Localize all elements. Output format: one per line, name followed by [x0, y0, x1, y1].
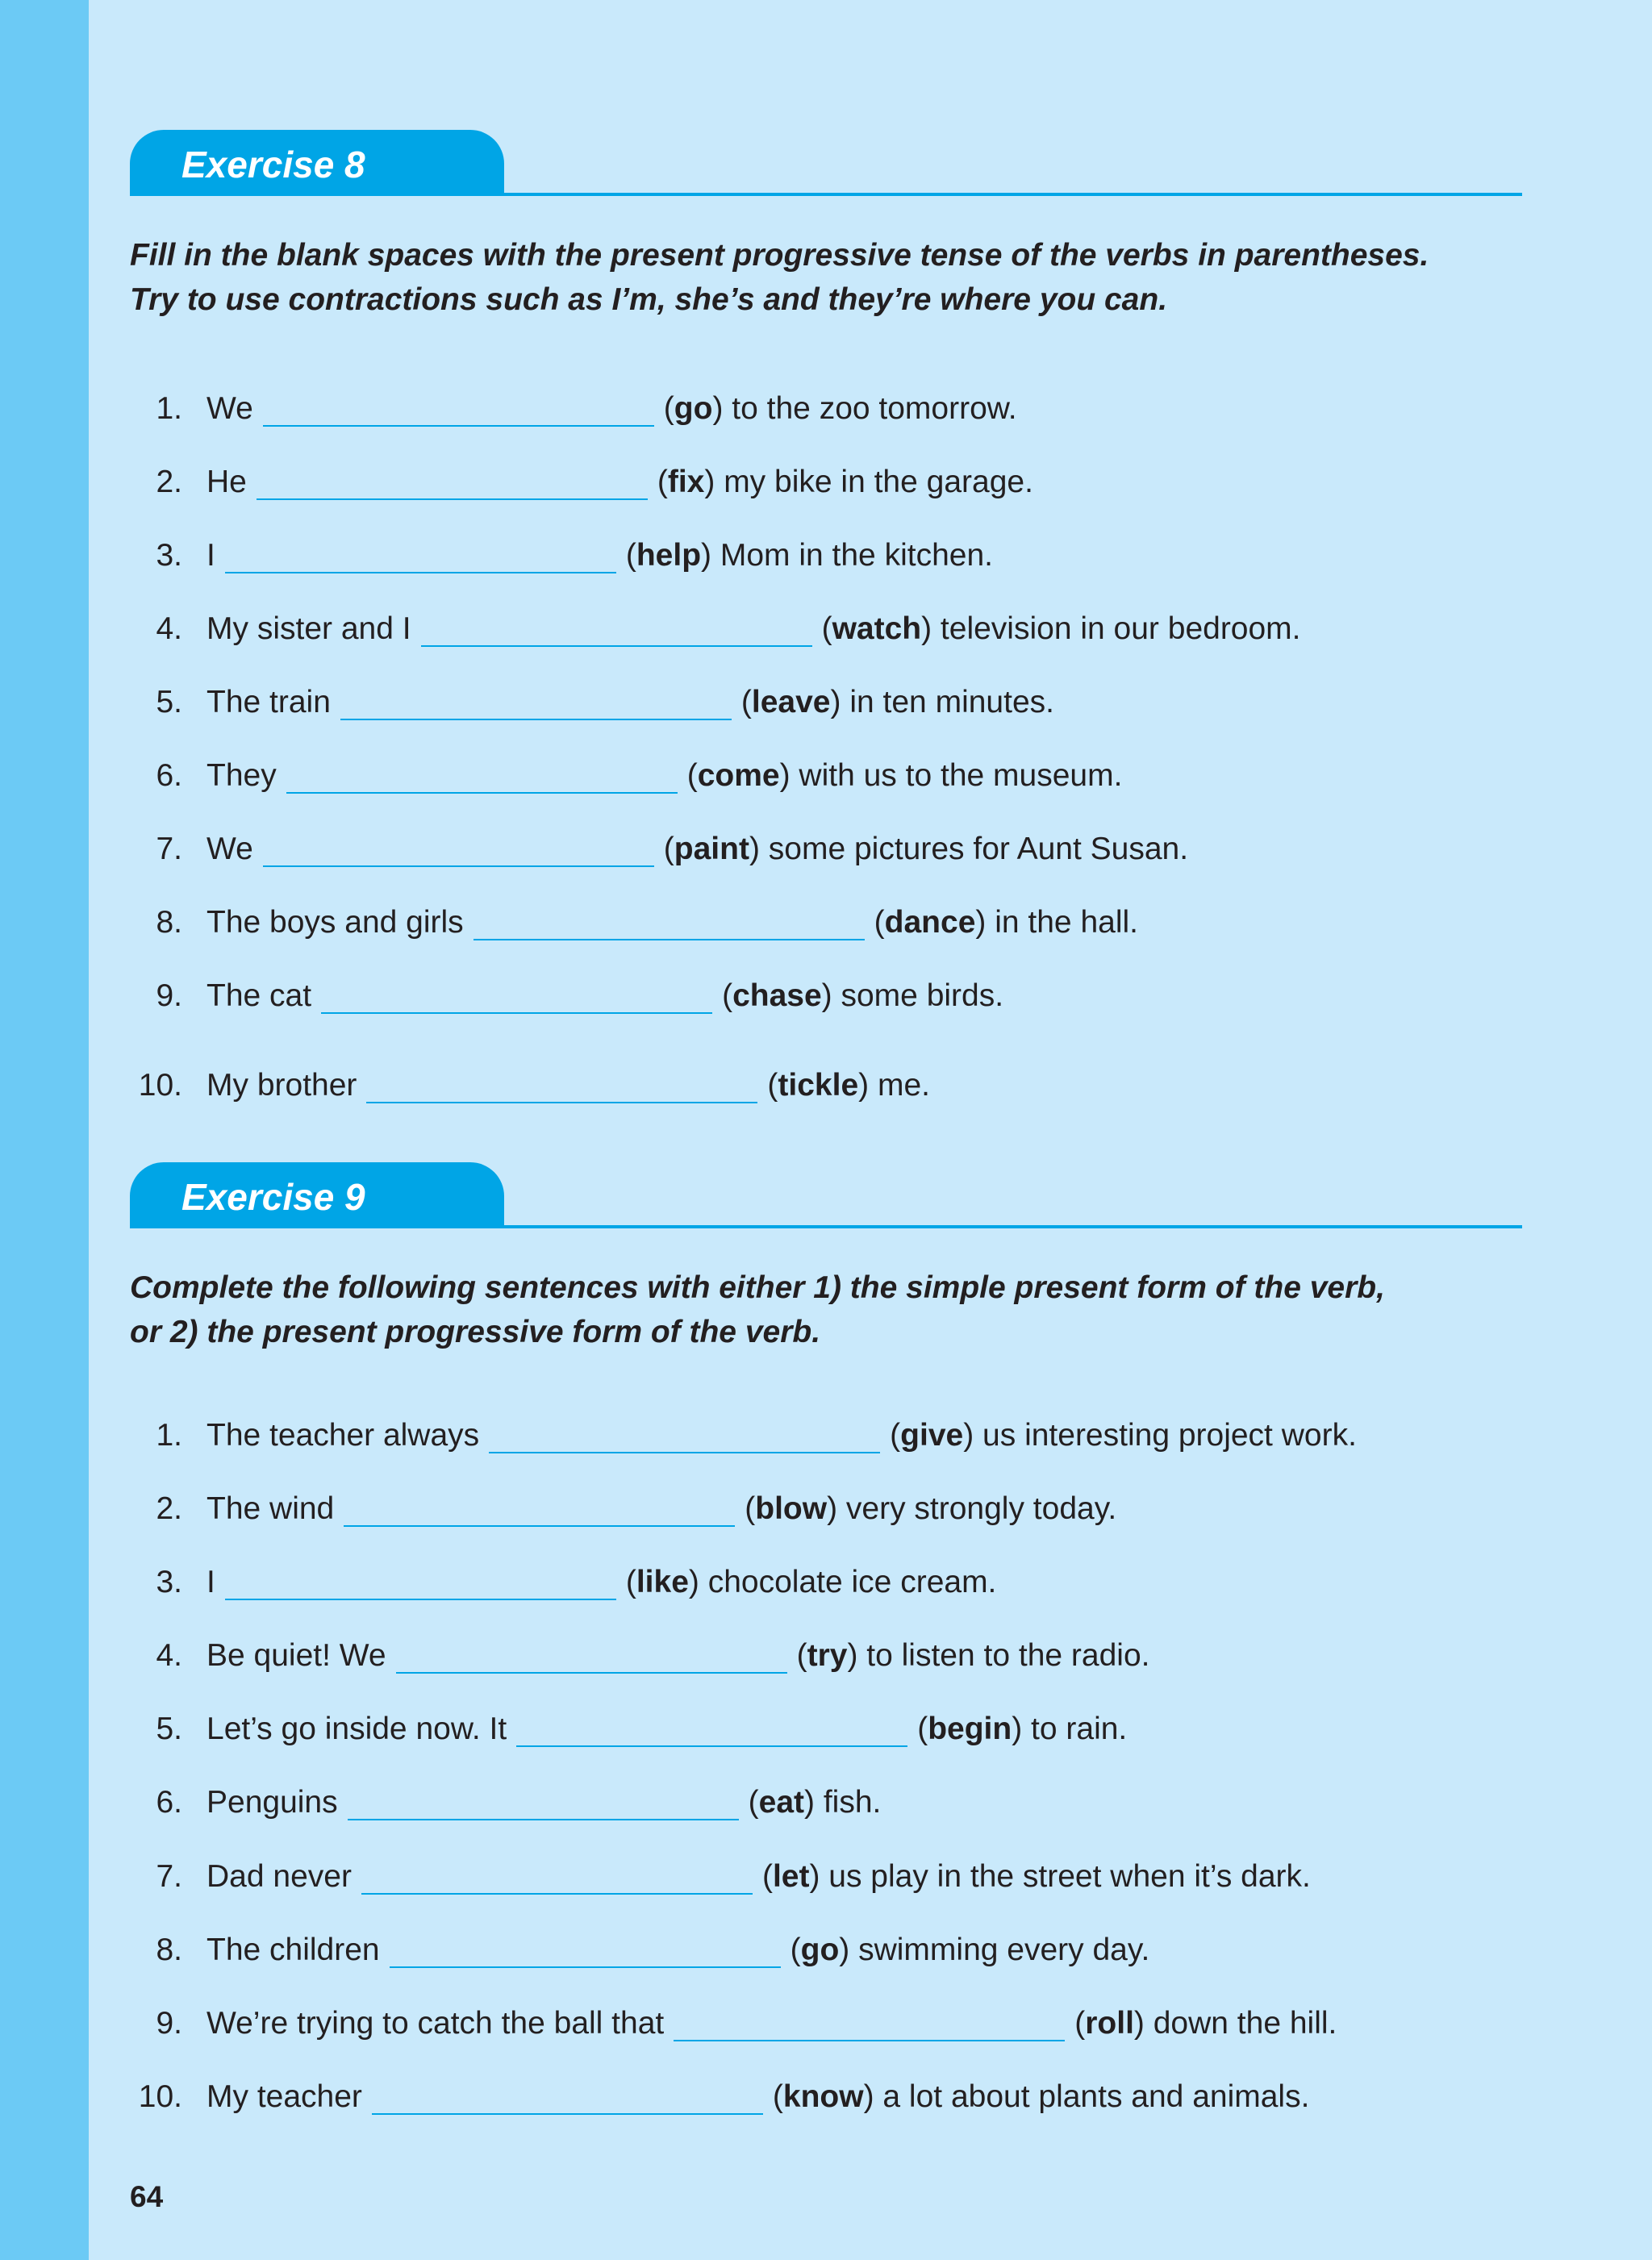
item-number: 8. — [156, 1933, 182, 1967]
item-text-before: Penguins — [206, 1785, 338, 1820]
instructions-emphasis: present progressive form — [262, 1315, 643, 1349]
answer-blank[interactable] — [396, 1670, 787, 1674]
exercise-9-header — [130, 1162, 1522, 1230]
item-text-before: I — [206, 538, 215, 573]
item-text-after: ) my bike in the garage. — [704, 465, 1033, 499]
item-text-before: We — [206, 832, 253, 866]
item-number: 7. — [156, 1859, 182, 1894]
item-number: 4. — [156, 1638, 182, 1673]
item-text-before: The wind — [206, 1491, 335, 1526]
verb-hint: fix — [667, 465, 705, 499]
answer-blank[interactable] — [344, 1524, 735, 1527]
answer-blank[interactable] — [516, 1744, 907, 1747]
item-number: 6. — [156, 1785, 182, 1820]
exercise-9-item — [129, 1709, 1127, 1749]
paren-open: ( — [686, 758, 698, 793]
answer-blank[interactable] — [263, 864, 654, 867]
item-text-before: The children — [206, 1933, 380, 1967]
answer-blank[interactable] — [390, 1965, 781, 1968]
answer-blank[interactable] — [674, 2038, 1065, 2041]
instructions-emphasis: simple present form — [906, 1270, 1207, 1305]
verb-hint: come — [697, 758, 780, 793]
exercise-8-item — [129, 1065, 930, 1106]
item-text-after: ) me. — [858, 1068, 930, 1103]
answer-blank[interactable] — [225, 1597, 616, 1600]
instructions-text: or 2) the — [130, 1315, 263, 1349]
exercise-8-item — [129, 682, 1054, 723]
verb-hint: roll — [1085, 2006, 1134, 2041]
item-number: 2. — [156, 1491, 182, 1526]
exercise-8-item — [129, 609, 1301, 649]
answer-blank[interactable] — [361, 1891, 753, 1895]
instructions-text: Complete the following sentences with either 1) the — [130, 1270, 907, 1305]
instructions-text: Try to use contractions such as — [130, 282, 612, 317]
instructions-emphasis: they’re — [828, 282, 932, 317]
exercise-8-item — [129, 389, 1017, 429]
instructions-text: of the verb, — [1206, 1270, 1385, 1305]
exercise-8-instructions-line-2 — [130, 277, 1533, 322]
exercise-9-item — [129, 1783, 881, 1823]
paren-open: ( — [761, 1859, 773, 1894]
paren-open: ( — [657, 465, 668, 499]
item-text-after: ) Mom in the kitchen. — [701, 538, 993, 573]
answer-blank[interactable] — [263, 423, 654, 427]
exercise-9-item — [129, 1930, 1149, 1970]
item-text-before: My teacher — [206, 2079, 362, 2114]
answer-blank[interactable] — [286, 790, 678, 794]
item-number: 5. — [156, 1712, 182, 1746]
verb-hint: give — [900, 1418, 964, 1453]
exercise-9-tab — [130, 1162, 504, 1228]
paren-open: ( — [821, 611, 832, 646]
item-text-after: ) down the hill. — [1133, 2006, 1337, 2041]
item-text-after: ) some pictures for Aunt Susan. — [749, 832, 1189, 866]
item-number: 3. — [156, 1565, 182, 1599]
item-text-after: ) in ten minutes. — [830, 685, 1054, 719]
item-number: 5. — [156, 685, 182, 719]
item-number: 9. — [156, 978, 182, 1013]
answer-blank[interactable] — [473, 937, 865, 940]
item-text-before: We — [206, 391, 253, 426]
paren-open: ( — [625, 538, 636, 573]
verb-hint: let — [772, 1859, 810, 1894]
item-number: 10. — [138, 2079, 182, 2114]
item-text-after: ) in the hall. — [975, 905, 1138, 940]
exercise-9-item — [129, 1416, 1357, 1456]
item-number: 1. — [156, 391, 182, 426]
exercise-8-instructions — [130, 233, 1533, 322]
exercise-9-item — [129, 2077, 1309, 2117]
item-text-before: Let’s go inside now. It — [206, 1712, 507, 1746]
item-number: 8. — [156, 905, 182, 940]
exercise-8-item — [129, 756, 1122, 796]
exercise-8-item — [129, 829, 1188, 869]
item-text-after: ) to listen to the radio. — [847, 1638, 1150, 1673]
exercise-8-item — [129, 903, 1138, 943]
paren-open: ( — [745, 1491, 756, 1526]
item-number: 1. — [156, 1418, 182, 1453]
item-text-after: ) us interesting project work. — [963, 1418, 1357, 1453]
exercise-9-instructions — [130, 1266, 1533, 1354]
instructions-text: where you can. — [931, 282, 1168, 317]
verb-hint: leave — [751, 685, 831, 719]
paren-open: ( — [663, 832, 674, 866]
exercise-9-title: Exercise 9 — [181, 1176, 365, 1218]
exercise-8-item — [129, 976, 1003, 1016]
verb-hint: like — [636, 1565, 689, 1599]
paren-open: ( — [790, 1933, 801, 1967]
item-number: 6. — [156, 758, 182, 793]
item-text-before: They — [206, 758, 277, 793]
paren-open: ( — [890, 1418, 901, 1453]
item-text-after: ) television in our bedroom. — [921, 611, 1301, 646]
verb-hint: paint — [674, 832, 749, 866]
item-text-before: Dad never — [206, 1859, 352, 1894]
exercise-9-item — [129, 1489, 1116, 1529]
verb-hint: help — [636, 538, 702, 573]
item-text-before: The boys and girls — [206, 905, 464, 940]
exercise-8-title: Exercise 8 — [181, 144, 365, 186]
answer-blank[interactable] — [348, 1817, 739, 1820]
item-number: 10. — [138, 1068, 182, 1103]
item-text-after: ) swimming every day. — [839, 1933, 1150, 1967]
paren-open: ( — [796, 1638, 807, 1673]
exercise-9-rule — [130, 1225, 1522, 1228]
item-text-after: ) with us to the museum. — [779, 758, 1123, 793]
item-number: 2. — [156, 465, 182, 499]
verb-hint: watch — [832, 611, 922, 646]
item-number: 3. — [156, 538, 182, 573]
paren-open: ( — [767, 1068, 778, 1103]
item-number: 4. — [156, 611, 182, 646]
exercise-9-item — [129, 1562, 996, 1603]
paren-open: ( — [663, 391, 674, 426]
exercise-8-header — [130, 130, 1522, 198]
exercise-8-rule — [130, 193, 1522, 196]
item-text-before: My brother — [206, 1068, 357, 1103]
item-text-before: He — [206, 465, 247, 499]
item-text-before: I — [206, 1565, 215, 1599]
exercise-9-item — [129, 1636, 1149, 1676]
paren-open: ( — [874, 905, 885, 940]
answer-blank[interactable] — [257, 497, 648, 500]
exercise-8-tab — [130, 130, 504, 196]
verb-hint: dance — [884, 905, 976, 940]
answer-blank[interactable] — [489, 1450, 880, 1453]
paren-open: ( — [740, 685, 752, 719]
verb-hint: know — [782, 2079, 864, 2114]
paren-open: ( — [748, 1785, 759, 1820]
verb-hint: go — [674, 391, 713, 426]
answer-blank[interactable] — [421, 644, 812, 647]
verb-hint: go — [800, 1933, 840, 1967]
verb-hint: tickle — [778, 1068, 859, 1103]
paren-open: ( — [625, 1565, 636, 1599]
item-text-after: ) a lot about plants and animals. — [863, 2079, 1310, 2114]
paren-open: ( — [1074, 2006, 1086, 2041]
item-number: 9. — [156, 2006, 182, 2041]
exercise-8-item — [129, 536, 993, 576]
instructions-text: and — [754, 282, 828, 317]
item-text-after: ) to rain. — [1012, 1712, 1128, 1746]
item-text-after: ) fish. — [804, 1785, 882, 1820]
item-text-after: ) us play in the street when it’s dark. — [809, 1859, 1311, 1894]
answer-blank[interactable] — [225, 570, 616, 573]
left-margin-strip — [0, 0, 89, 2260]
answer-blank[interactable] — [372, 2112, 763, 2115]
verb-hint: begin — [928, 1712, 1012, 1746]
page-number: 64 — [130, 2180, 164, 2213]
verb-hint: try — [807, 1638, 848, 1673]
item-text-before: The cat — [206, 978, 312, 1013]
verb-hint: blow — [755, 1491, 828, 1526]
answer-blank[interactable] — [340, 717, 732, 720]
item-text-before: The teacher always — [206, 1418, 480, 1453]
exercise-9-item — [129, 1857, 1311, 1897]
instructions-text: of the verb. — [642, 1315, 821, 1349]
exercise-8-instructions-line-1: Fill in the blank spaces with the present progressive tense of the verbs in parentheses. — [130, 238, 1429, 273]
answer-blank[interactable] — [366, 1100, 757, 1103]
item-text-after: ) to the zoo tomorrow. — [712, 391, 1017, 426]
answer-blank[interactable] — [321, 1011, 712, 1014]
item-text-before: We’re trying to catch the ball that — [206, 2006, 665, 2041]
exercise-9-instructions-line-1 — [130, 1266, 1533, 1310]
item-text-after: ) chocolate ice cream. — [688, 1565, 997, 1599]
verb-hint: eat — [758, 1785, 805, 1820]
exercise-9-item — [129, 2004, 1337, 2044]
paren-open: ( — [917, 1712, 928, 1746]
paren-open: ( — [722, 978, 733, 1013]
exercise-9-instructions-line-2 — [130, 1310, 1533, 1354]
item-text-before: My sister and I — [206, 611, 411, 646]
exercise-8-item — [129, 462, 1033, 502]
item-text-after: ) some birds. — [821, 978, 1004, 1013]
instructions-emphasis: I’m, she’s — [611, 282, 755, 317]
item-number: 7. — [156, 832, 182, 866]
item-text-before: Be quiet! We — [206, 1638, 386, 1673]
verb-hint: chase — [732, 978, 822, 1013]
paren-open: ( — [772, 2079, 783, 2114]
item-text-after: ) very strongly today. — [827, 1491, 1117, 1526]
item-text-before: The train — [206, 685, 331, 719]
